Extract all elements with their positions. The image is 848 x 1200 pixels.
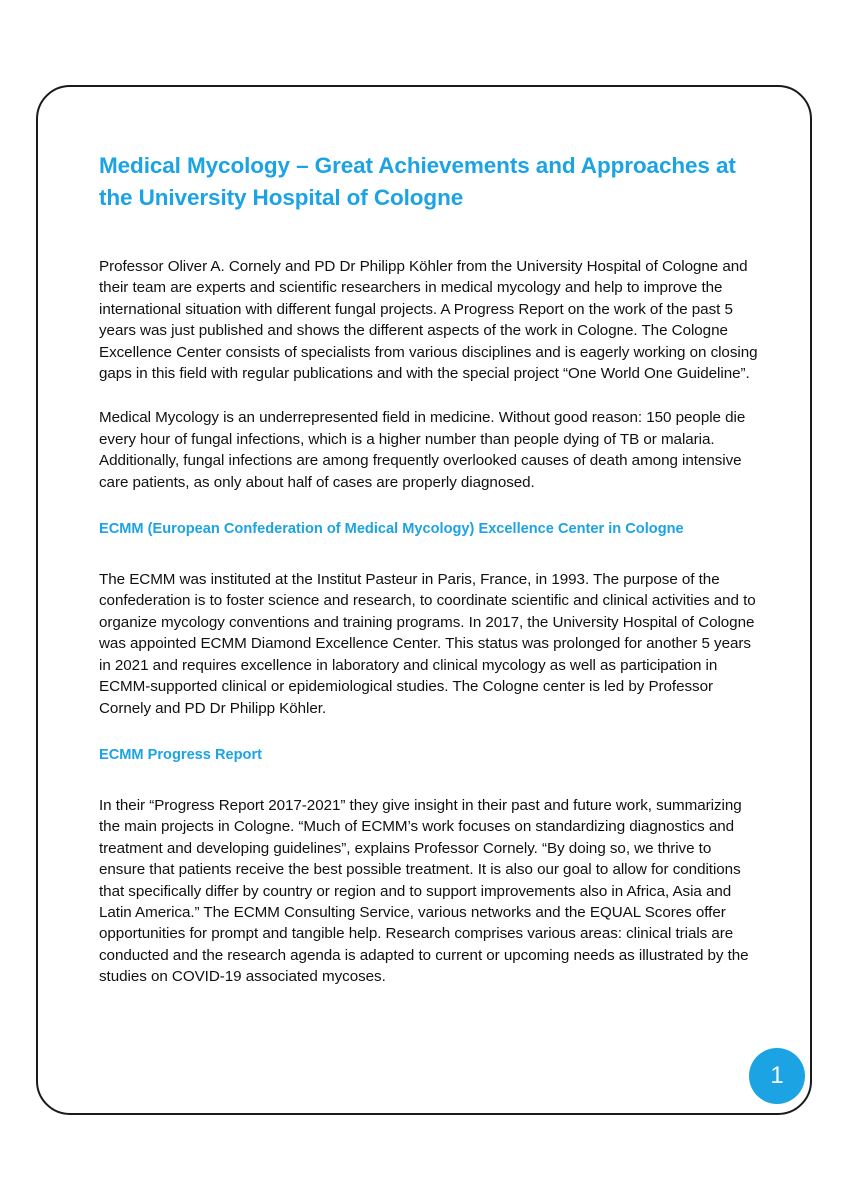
progress-report-paragraph: In their “Progress Report 2017-2021” they give insight in their past and future work, summarizing the main projects in Cologne. “Much of ECMM’s work focuses on standardizing diagnostics and treatment and developing guidelines”, explains Professor Cornely. “By doing so, we thrive to ensure that patients receive the best possible treatment. It is also our goal to allow for conditions that specifically differ by country or region and to support improvements also in Africa, Asia and Latin America.” The ECMM Consulting Service, various networks and the EQUAL Scores offer opportunities for prompt and tangible help. Research comprises various areas: clinical trials are conducted and the research agenda is adapted to current or upcoming needs as illustrated by the studies on COVID-19 associated mycoses. (99, 796, 749, 986)
intro-paragraph: Professor Oliver A. Cornely and PD Dr Philipp Köhler from the University Hospital of Cologne and their team are experts and scientific researchers in medical mycology and help to improve the international situation with different fungal projects. A Progress Report on the work of the past 5 years was just published and shows the different aspects of the work in Cologne. The Cologne Excellence Center consists of specialists from various disciplines and is eagerly working on closing gaps in this field with regular publications and with the special project “One World One Guideline”. (99, 258, 758, 383)
section-heading-progress-report: ECMM Progress Report (99, 746, 262, 763)
ecmm-paragraph: The ECMM was instituted at the Institut Pasteur in Paris, France, in 1993. The purpose of the confederation is to foster science and research, to coordinate scientific and clinical activities and to organize mycology conventions and training programs. In 2017, the University Hospital of Cologne was appointed ECMM Diamond Excellence Center. This status was prolonged for another 5 years in 2021 and requires excellence in laboratory and clinical mycology as well as participation in ECMM-supported clinical or epidemiological studies. The Cologne center is led by Professor Cornely and PD Dr Philipp Köhler. (99, 571, 756, 717)
section-heading-excellence-center: ECMM (European Confederation of Medical Mycology) Excellence Center in Cologne (99, 521, 684, 538)
page-number-badge: 1 (749, 1048, 805, 1104)
document-title: Medical Mycology – Great Achievements and Approaches at the University Hospital of Cologne (99, 153, 736, 210)
document-body (99, 150, 759, 988)
mycology-paragraph: Medical Mycology is an underrepresented field in medicine. Without good reason: 150 people die every hour of fungal infections, which is a higher number than people dying of TB or malaria. Additionally, fungal infections are among frequently overlooked causes of death among intensive care patients, as only about half of cases are properly diagnosed. (99, 409, 746, 491)
